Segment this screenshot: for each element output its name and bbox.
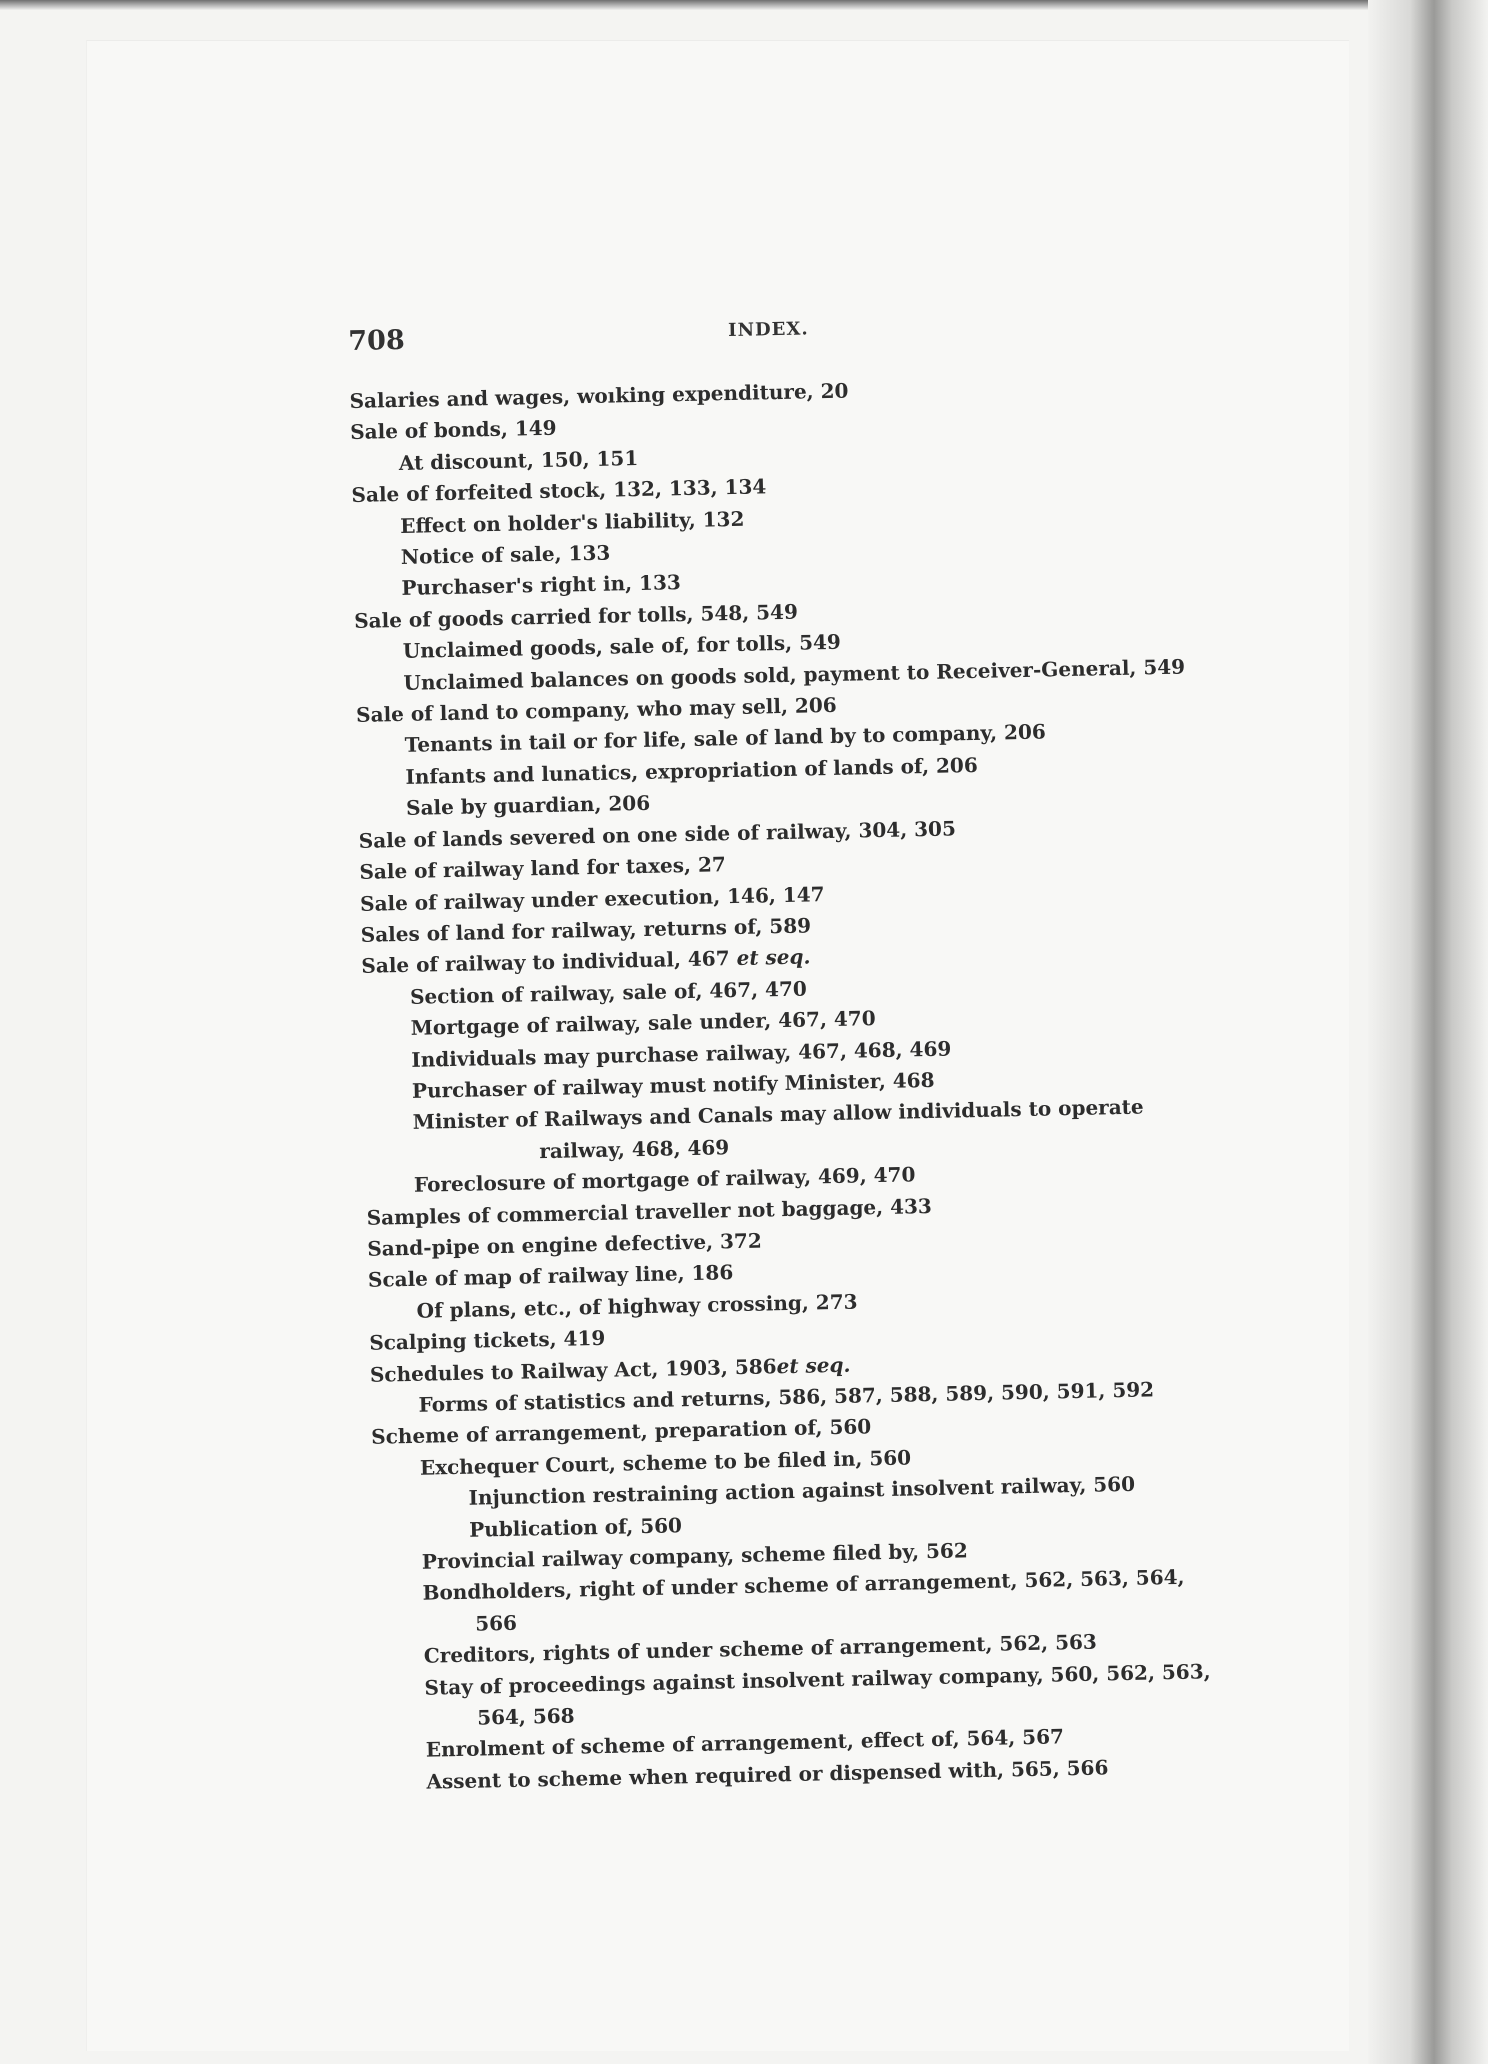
index-entry-text: Unclaimed goods, sale of, for tolls, 549 <box>402 630 842 664</box>
index-entry-text: Sale of railway land for taxes, 27 <box>359 852 727 884</box>
index-entry-text: Bondholders, right of under scheme of arrangement, 562, 563, 564, <box>422 1565 1185 1606</box>
index-entry-text: Purchaser's right in, 133 <box>401 570 682 601</box>
index-entry-text: Creditors, rights of under scheme of arrangement, 562, 563 <box>423 1629 1098 1668</box>
index-entry-text: Enrolment of scheme of arrangement, effect of, 564, 567 <box>425 1724 1065 1763</box>
page-number: 708 <box>348 324 406 357</box>
index-entry-text: Purchaser of railway must notify Minister, 468 <box>411 1067 935 1103</box>
index-entry-text: Sale of railway under execution, 146, 147 <box>359 881 825 916</box>
index-entry-text: Infants and lunatics, expropriation of lands of, 206 <box>405 752 978 789</box>
index-entry-text: Notice of sale, 133 <box>400 540 611 569</box>
index-entry-text: Exchequer Court, scheme to be filed in, 560 <box>419 1445 912 1480</box>
index-entry-text: Injunction restraining action against insolvent railway, 560 <box>468 1471 1136 1510</box>
index-page-content <box>348 307 1299 1799</box>
index-entry-text: Assent to scheme when required or dispensed with, 565, 566 <box>426 1755 1109 1794</box>
index-entry-text: Individuals may purchase railway, 467, 468, 469 <box>411 1036 952 1072</box>
index-entry-text: Stay of proceedings against insolvent railway company, 560, 562, 563, <box>424 1658 1211 1700</box>
index-entry-text: At discount, 150, 151 <box>398 445 639 475</box>
index-entry-text: Sale of bonds, 149 <box>349 416 557 445</box>
index-entry-text: Minister of Railways and Canals may allow individuals to operate <box>412 1094 1144 1135</box>
index-entry-text: 566 <box>474 1610 518 1636</box>
index-entry-italic: et seq. <box>776 1352 851 1378</box>
index-entries <box>349 367 1298 1799</box>
index-entry-text: Effect on holder's liability, 132 <box>399 506 745 538</box>
book-spine-shadow <box>1368 0 1488 2064</box>
index-entry-text: Scheme of arrangement, preparation of, 560 <box>371 1414 872 1450</box>
scan-top-edge <box>0 0 1488 10</box>
index-entry-italic: et seq. <box>736 944 811 971</box>
index-entry-text: Provincial railway company, scheme filed by, 562 <box>421 1538 968 1574</box>
index-entry-text: Foreclosure of mortgage of railway, 469, 470 <box>413 1162 916 1197</box>
index-entry-text: Forms of statistics and returns, 586, 587, 588, 589, 590, 591, 592 <box>418 1377 1155 1417</box>
index-entry-text: Scale of map of railway line, 186 <box>367 1260 734 1293</box>
index-entry-text: Mortgage of railway, sale under, 467, 470 <box>410 1006 876 1040</box>
index-entry-text: Sand-pipe on engine defective, 372 <box>367 1228 762 1261</box>
index-entry-text: Section of railway, sale of, 467, 470 <box>409 976 808 1009</box>
index-entry-text: railway, 468, 469 <box>539 1134 730 1163</box>
index-entry-text: Sale of land to company, who may sell, 206 <box>355 692 837 727</box>
index-entry-text: Sale by guardian, 206 <box>405 791 651 821</box>
index-entry-text: Schedules to Railway Act, 1903, 586 <box>369 1353 777 1387</box>
running-head: INDEX. <box>727 318 809 342</box>
index-entry-text: Publication of, 560 <box>468 1512 683 1542</box>
index-entry-text: Of plans, etc., of highway crossing, 273 <box>416 1289 858 1323</box>
index-entry-text: Sale of railway to individual, 467 <box>361 946 737 979</box>
index-entry-text: 564, 568 <box>476 1703 575 1730</box>
index-entry-text: Sale of forfeited stock, 132, 133, 134 <box>351 474 767 508</box>
index-entry-text: Sales of land for railway, returns of, 589 <box>360 913 812 947</box>
index-entry-text: Unclaimed balances on goods sold, payment to Receiver-General, 549 <box>403 654 1186 695</box>
index-entry-text: Sale of goods carried for tolls, 548, 549 <box>353 599 799 633</box>
index-entry-text: Scalping tickets, 419 <box>369 1326 606 1355</box>
index-entry-text: Sale of lands severed on one side of railway, 304, 305 <box>358 816 957 853</box>
index-entry-text: Tenants in tail or for life, sale of land by to company, 206 <box>404 719 1047 758</box>
index-entry-text: Samples of commercial traveller not baggage, 433 <box>366 1193 933 1230</box>
index-entry-text: Salaries and wages, woıking expenditure, 20 <box>349 378 849 413</box>
